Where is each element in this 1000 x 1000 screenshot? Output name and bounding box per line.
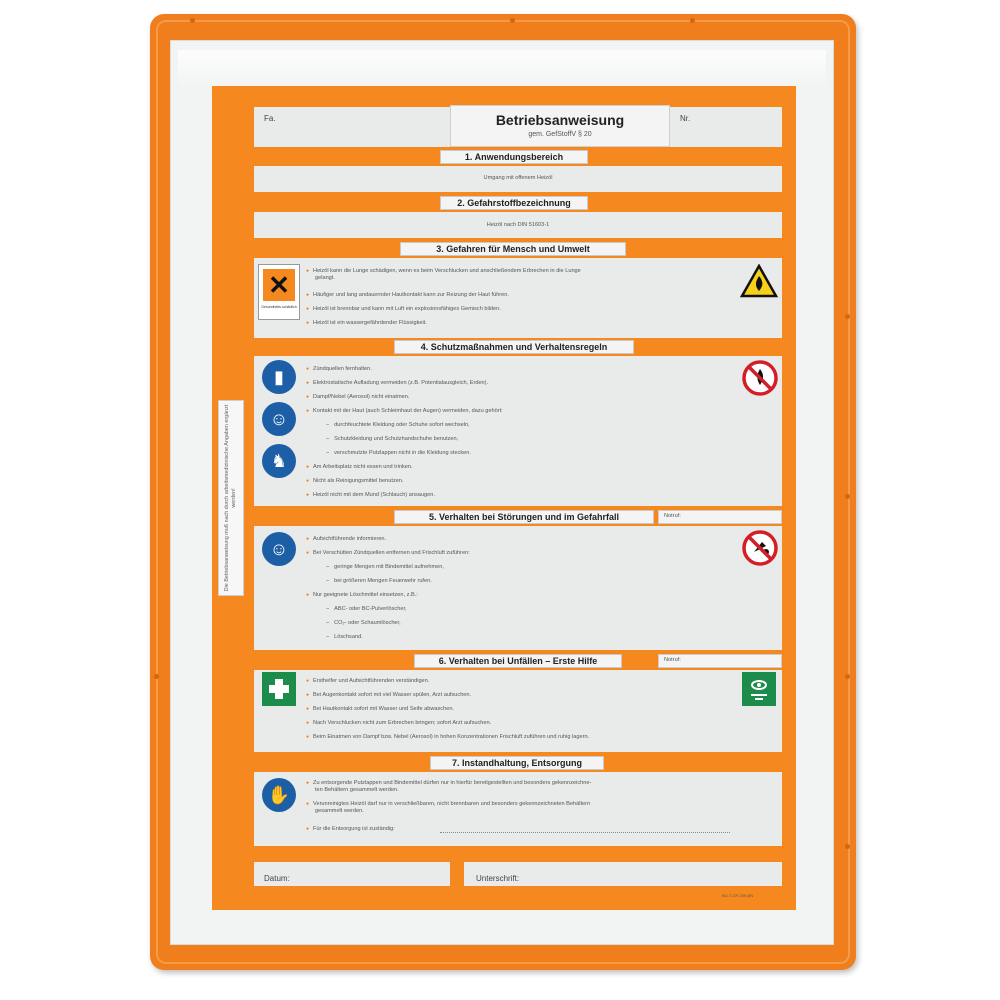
section-1-heading: 1. Anwendungsbereich bbox=[440, 150, 588, 164]
list-item: ten Behältern gesammelt werden. bbox=[315, 787, 399, 793]
protective-clothing-icon: ♞ bbox=[262, 444, 296, 478]
section-2-text: Heizöl nach DIN 51603-1 bbox=[486, 222, 550, 228]
section-2-heading: 2. Gefahrstoffbezeichnung bbox=[440, 196, 588, 210]
list-item: ● Elektrostatische Aufladung vermeiden (z.B. Potentialausgleich, Erden). bbox=[306, 380, 488, 387]
list-item: ● Bei Verschütten Zündquellen entfernen und Frischluft zuführen: bbox=[306, 550, 470, 557]
sub-list-item: – ABC- oder BC-Pulverlöscher, bbox=[326, 606, 407, 613]
sub-list-item: – durchfeuchtete Kleidung oder Schuhe sofort wechseln, bbox=[326, 422, 470, 429]
section-7-heading: 7. Instandhaltung, Entsorgung bbox=[430, 756, 604, 770]
frame-rivet bbox=[845, 844, 850, 849]
sub-list-item: – bei größeren Mengen Feuerwehr rufen. bbox=[326, 578, 432, 585]
list-item: gesammelt werden. bbox=[315, 808, 364, 814]
section-5-box bbox=[254, 526, 782, 650]
section-3-heading: 3. Gefahren für Mensch und Umwelt bbox=[400, 242, 626, 256]
frame-rivet bbox=[190, 18, 195, 23]
responsible-line bbox=[440, 832, 730, 833]
number-field bbox=[670, 107, 782, 147]
sub-list-item: – Löschsand. bbox=[326, 634, 363, 641]
section-1-text: Umgang mit offenem Heizöl bbox=[483, 175, 553, 181]
frame-rivet bbox=[845, 494, 850, 499]
list-item: ● Bei Augenkontakt sofort mit viel Wasser spülen, Arzt aufsuchen. bbox=[306, 692, 471, 699]
frame-rivet bbox=[845, 674, 850, 679]
list-item: ● Heizöl nicht mit dem Mund (Schlauch) ansaugen. bbox=[306, 492, 435, 499]
list-item: ● Nach Verschlucken nicht zum Erbrechen bringen; sofort Arzt aufsuchen. bbox=[306, 720, 491, 727]
page-title: Betriebsanweisung bbox=[495, 112, 625, 128]
sub-list-item: – CO₂- oder Schaumlöscher, bbox=[326, 620, 401, 627]
list-item: ● Aufsichtführende informieren. bbox=[306, 536, 386, 543]
list-item: ● Häufiger und lang andauernder Hautkontakt kann zur Reizung der Haut führen. bbox=[306, 292, 509, 299]
hazard-symbol-caption: Gesundheits-schädlich bbox=[261, 305, 297, 309]
company-field bbox=[254, 107, 450, 147]
list-item: ● Heizöl ist brennbar und kann mit Luft ein explosionsfähiges Gemisch bilden. bbox=[306, 306, 501, 313]
list-item: ● Am Arbeitsplatz nicht essen und trinken. bbox=[306, 464, 413, 471]
list-item: ● Bei Hautkontakt sofort mit Wasser und Seife abwaschen. bbox=[306, 706, 454, 713]
frame-rivet bbox=[154, 674, 159, 679]
pocket-reflection bbox=[178, 50, 826, 90]
form-code: BG-T-CR 209-BN bbox=[722, 893, 754, 898]
sub-list-item: – Schutzkleidung und Schutzhandschuhe benutzen, bbox=[326, 436, 458, 443]
eye-wash-icon bbox=[742, 672, 776, 706]
sub-list-item: – verschmutzte Putzlappen nicht in die Kleidung stecken. bbox=[326, 450, 471, 457]
number-label: Nr. bbox=[680, 114, 691, 123]
frame-rivet bbox=[690, 18, 695, 23]
company-label: Fa. bbox=[264, 114, 276, 123]
list-item: ● Verunreinigtes Heizöl darf nur in verschließbaren, nicht brennbaren und besonders gekennzeichneten Behältern bbox=[306, 801, 590, 808]
list-item: ● Dampf/Nebel (Aerosol) nicht einatmen. bbox=[306, 394, 409, 401]
list-item: ● Zu entsorgende Putzlappen und Bindemittel dürfen nur in hierfür bereitgestellten und besonders gekennzeichne- bbox=[306, 780, 591, 787]
face-mask-icon: ☺ bbox=[262, 402, 296, 436]
list-item: ● Nur geeignete Löschmittel einsetzen, z.B.: bbox=[306, 592, 418, 599]
no-water-extinguish-icon bbox=[742, 530, 778, 566]
flammable-warning-icon bbox=[740, 264, 778, 298]
first-aid-icon bbox=[262, 672, 296, 706]
section-6-heading: 6. Verhalten bei Unfällen – Erste Hilfe bbox=[414, 654, 622, 668]
protective-gloves-icon: ✋ bbox=[262, 778, 296, 812]
list-item: gelangt. bbox=[315, 275, 335, 281]
list-item: ● Heizöl kann die Lunge schädigen, wenn es beim Verschlucken und anschließendem Erbrechen in die Lunge bbox=[306, 268, 581, 275]
side-note bbox=[218, 400, 244, 596]
list-item: ● Für die Entsorgung ist zuständig: bbox=[306, 826, 395, 833]
list-item: ● Beim Einatmen von Dampf bzw. Nebel (Aerosol) in hohen Konzentrationen Frischluft zuführen und ruhig lagern. bbox=[306, 734, 589, 741]
face-mask-icon: ☺ bbox=[262, 532, 296, 566]
list-item: ● Nicht als Reinigungsmittel benutzen. bbox=[306, 478, 404, 485]
date-label: Datum: bbox=[264, 874, 290, 883]
list-item: ● Ersthelfer und Aufsichtführenden verständigen. bbox=[306, 678, 429, 685]
signature-label: Unterschrift: bbox=[476, 874, 520, 883]
protective-boots-icon: ▮ bbox=[262, 360, 296, 394]
no-open-flame-icon bbox=[742, 360, 778, 396]
section-4-heading: 4. Schutzmaßnahmen und Verhaltensregeln bbox=[394, 340, 634, 354]
frame-rivet bbox=[845, 314, 850, 319]
page-subtitle: gem. GefStoffV § 20 bbox=[528, 131, 592, 138]
harmful-hazard-icon: ✕ Gesundheits-schädlich bbox=[258, 264, 300, 320]
list-item: ● Heizöl ist ein wassergefährdender Flüssigkeit. bbox=[306, 320, 427, 327]
section-5-heading: 5. Verhalten bei Störungen und im Gefahrfall bbox=[394, 510, 654, 524]
emergency-label: Notruf: bbox=[664, 657, 681, 663]
sub-list-item: – geringe Mengen mit Bindemittel aufnehmen, bbox=[326, 564, 444, 571]
list-item: ● Zündquellen fernhalten. bbox=[306, 366, 372, 373]
list-item: ● Kontakt mit der Haut (auch Schleimhaut der Augen) vermeiden, dazu gehört: bbox=[306, 408, 503, 415]
side-note-text: Die Betriebsanweisung muß nach durch arbeitsmedizinische Angaben ergänzt werden! bbox=[224, 404, 237, 592]
frame-rivet bbox=[510, 18, 515, 23]
emergency-label: Notruf: bbox=[664, 513, 681, 519]
